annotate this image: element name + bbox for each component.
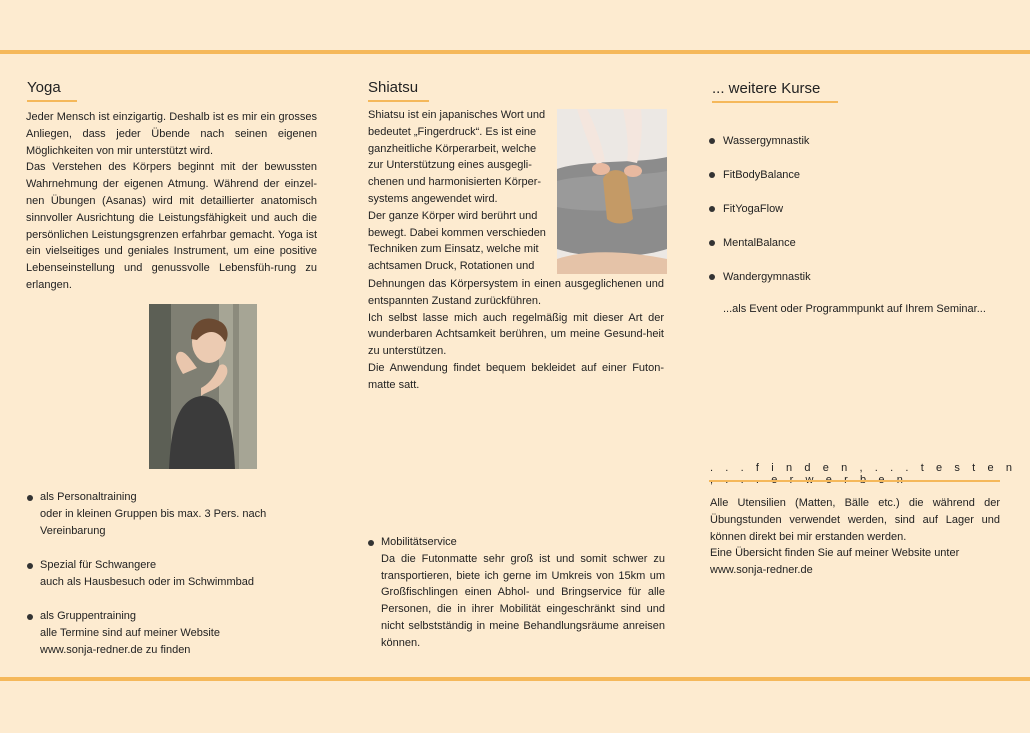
shiatsu-photo bbox=[557, 109, 667, 274]
yoga-text bbox=[26, 109, 317, 294]
kurs-item-wassergymnastik: Wassergymnastik bbox=[709, 133, 811, 167]
shiatsu-text bbox=[368, 276, 664, 394]
yoga-bullet-2-line-2: auch als Hausbesuch oder im Schwimmbad bbox=[40, 575, 254, 588]
yoga-bullet-group bbox=[26, 608, 296, 658]
yoga-bullet-pregnant bbox=[26, 557, 296, 591]
yoga-bullet-3-line-2: alle Termine sind auf meiner Website bbox=[40, 626, 220, 639]
shiatsu-line-7: Der ganze Körper wird berührt und bbox=[368, 209, 538, 222]
yoga-bullet-1-line-1: als Personaltraining bbox=[40, 491, 137, 503]
yoga-bullet-3-line-3: www.sonja-redner.de zu finden bbox=[40, 643, 191, 656]
shiatsu-line-9: Techniken zum Einsatz, welche mit bbox=[368, 243, 539, 256]
top-accent-rule bbox=[0, 50, 1030, 54]
yoga-bullet-personal bbox=[26, 489, 296, 539]
yoga-bullet-1-line-3: Vereinbarung bbox=[40, 524, 106, 537]
kurs-item-fitbodybalance: FitBodyBalance bbox=[709, 167, 811, 201]
finden-heading: . . . f i n d e n , . . . t e s t e n bbox=[710, 462, 1017, 474]
yoga-paragraph-2: Das Verstehen des Körpers beginnt mit der bewussten Wahrnehmung der eigenen Atmung. Während der einzel-nen Übungen (Asanas) wird mit detaillierter anatomisch sinnvoller Ausrichtung die Leistungsfähigkeit und auch die persönlichen Leistungsgrenzen erfahrbar gemacht. Yoga ist ein vielseitiges und geniales Instrument, um eine positive Lebenseinstellung und genussvolle Lebensfüh-rung zu erlangen. bbox=[26, 161, 317, 291]
finden-paragraph-1: Alle Utensilien (Matten, Bälle etc.) die während der Übungstunden verwendet werden, sind auf Lager und können direkt bei mir erstanden werden. bbox=[710, 497, 1000, 543]
shiatsu-paragraph-1: Dehnungen das Körpersystem in einen ausgeglichenen und entspannten Zustand zurückführen. bbox=[368, 278, 664, 307]
yoga-bullet-1-line-2: oder in kleinen Gruppen bis max. 3 Pers. nach bbox=[40, 507, 267, 520]
kurs-item-mentalbalance: MentalBalance bbox=[709, 235, 811, 269]
mobility-text: Da die Futonmatte sehr groß ist und somit schwer zu transportieren, biete ich gerne im Umkreis von 15km um Großfischlingen einen Abhol- und Bringservice für alle Personen, die in ihrer Mobilität eingeschränkt sind und nicht selbstständig in meine Behandlungsräume anreisen können. bbox=[381, 552, 665, 649]
shiatsu-paragraph-2: Ich selbst lasse mich auch regelmäßig mit dieser Art der wunderbaren Achtsamkeit berühren, um meine Gesund-heit zu unterstützen. bbox=[368, 311, 664, 358]
shiatsu-mobility bbox=[367, 534, 665, 652]
shiatsu-line-3: ganzheitliche Körperarbeit, welche bbox=[368, 142, 537, 155]
yoga-photo bbox=[149, 304, 257, 469]
yoga-bullet-3-line-1: als Gruppentraining bbox=[40, 610, 137, 622]
yoga-bullet-2-line-1: Spezial für Schwangere bbox=[40, 559, 157, 571]
shiatsu-line-4: zur Unterstützung eines ausgegli- bbox=[368, 159, 532, 172]
shiatsu-line-10: achtsamen Druck, Rotationen und bbox=[368, 260, 535, 273]
shiatsu-intro bbox=[368, 107, 553, 275]
kurse-heading: ... weitere Kurse bbox=[712, 80, 838, 103]
shiatsu-paragraph-3: Die Anwendung findet bequem bekleidet auf einer Futon-matte satt. bbox=[368, 361, 664, 391]
yoga-heading: Yoga bbox=[27, 79, 77, 102]
bottom-accent-rule bbox=[0, 677, 1030, 681]
shiatsu-line-6: systems angewendet wird. bbox=[368, 192, 498, 205]
seminar-note: ...als Event oder Programmpunkt auf Ihrem Seminar... bbox=[723, 303, 986, 315]
shiatsu-line-5: chenen und harmonisierten Körper- bbox=[368, 176, 542, 189]
finden-underline bbox=[709, 480, 1000, 482]
yoga-paragraph-1: Jeder Mensch ist einzigartig. Deshalb ist es mir ein grosses Anliegen, dass jeder Übende nach seinen eigenen Möglichkeiten von mir unterstützt wird. bbox=[26, 111, 317, 157]
kurs-item-wandergymnastik: Wandergymnastik bbox=[709, 269, 811, 303]
kurs-list bbox=[709, 133, 811, 303]
mobility-title: Mobilitätservice bbox=[381, 536, 457, 548]
shiatsu-heading: Shiatsu bbox=[368, 79, 429, 102]
shiatsu-line-1: Shiatsu ist ein japanisches Wort und bbox=[368, 109, 546, 121]
finden-paragraph-2: Eine Übersicht finden Sie auf meiner Website unter www.sonja-redner.de bbox=[710, 547, 960, 577]
shiatsu-line-8: bewegt. Dabei kommen verschieden bbox=[368, 226, 546, 239]
kurs-item-fityogaflow: FitYogaFlow bbox=[709, 201, 811, 235]
finden-text bbox=[710, 495, 1000, 579]
shiatsu-line-2: bedeutet „Fingerdruck“. Es ist eine bbox=[368, 125, 537, 138]
